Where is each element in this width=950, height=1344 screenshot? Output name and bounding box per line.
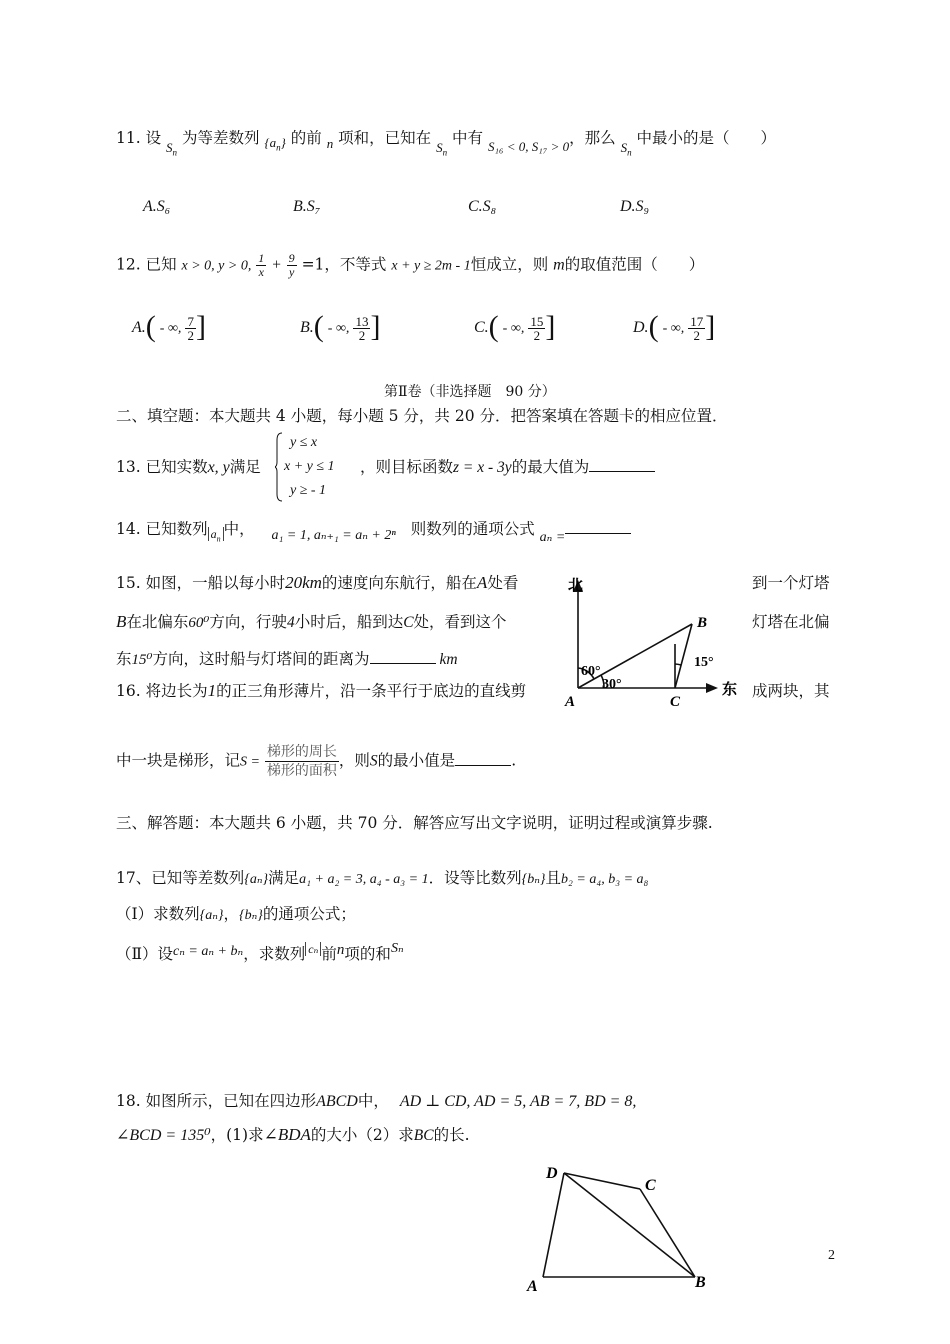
q14-recurrence: a₁ = 1, aₙ₊₁ = aₙ + 2ⁿ bbox=[271, 528, 396, 543]
q13-mid: 满足 bbox=[229, 458, 261, 476]
q15-l3b: 方向，这时船与灯塔间的距离为 bbox=[152, 650, 370, 668]
q17-part1 bbox=[116, 903, 356, 927]
q12-frac2-den: y bbox=[288, 265, 295, 279]
q15-line1-right: 到一个灯塔 bbox=[752, 574, 830, 592]
q12-option-c-interval: - ∞, bbox=[502, 321, 525, 336]
q16-one: 1 bbox=[207, 681, 217, 700]
section3-intro: 三、解答题：本大题共 6 小题，共 70 分．解答应写出文字说明，证明过程或演算步骤. bbox=[116, 814, 713, 832]
q11-prefix: 11. 设 bbox=[116, 129, 162, 147]
fig18-label-b: B bbox=[695, 1274, 706, 1291]
q12-option-c-num: 15 bbox=[530, 313, 544, 329]
q15-c: C bbox=[403, 614, 414, 631]
fig15-label-b: B bbox=[697, 615, 708, 631]
q12-option-b: B.( - ∞, $\frac{13}{2}$ ] bbox=[300, 310, 381, 343]
section2-title: 第Ⅱ卷（非选择题 90 分） bbox=[384, 384, 556, 400]
q11-option-c: C.S₈ bbox=[468, 198, 497, 215]
q15-l2d: 小时后，船到达 bbox=[294, 613, 404, 631]
q15-l2e: 处，看到这个 bbox=[413, 613, 507, 631]
q18-l2b: ，(1)求 bbox=[210, 1126, 264, 1144]
q17-p1-an: {aₙ} bbox=[199, 908, 224, 923]
section2-intro: 二、填空题：本大题共 4 小题，每小题 5 分，共 20 分．把答案填在答题卡的相应位置． bbox=[116, 407, 728, 425]
q15-line2 bbox=[116, 611, 507, 634]
page-number: 2 bbox=[828, 1248, 835, 1263]
q12-option-a-label: A. bbox=[132, 319, 146, 336]
q14-prefix: 14. 已知数列 bbox=[116, 520, 208, 538]
q13-brace-svg bbox=[275, 432, 283, 502]
fig18-diagonal-db bbox=[564, 1173, 695, 1277]
q17-part2 bbox=[116, 943, 404, 967]
q15-l1a: 15. 如图，一船以每小时 bbox=[116, 574, 286, 592]
fig18-label-d: D bbox=[546, 1165, 558, 1182]
fig18-label-c: C bbox=[645, 1177, 656, 1194]
q17-p2c: 前 bbox=[321, 945, 337, 963]
q13-line-after bbox=[360, 456, 655, 479]
q11-an: {a bbox=[264, 135, 277, 150]
q16-line1-right: 成两块，其 bbox=[752, 682, 830, 700]
q12-option-d-label: D. bbox=[633, 319, 649, 336]
q17-condition2: b₂ = a₄, b₃ = a₈ bbox=[561, 872, 649, 887]
q12-prefix: 12. 已知 bbox=[116, 255, 177, 274]
q14-line: 14. 已知数列 $_{a_n}$中， a₁ = 1, aₙ₊₁ = aₙ + 2ⁿ 则数列的通项公式 aₙ = bbox=[116, 518, 631, 546]
q11-mid3: 项和，已知在 bbox=[338, 129, 432, 147]
q11-mid4: 中有 bbox=[452, 129, 484, 147]
q18-l2d: 的长. bbox=[433, 1126, 470, 1144]
q13-prefix: 13. 已知实数 bbox=[116, 458, 208, 476]
q17-an: {aₙ} bbox=[244, 872, 269, 887]
q15-deg60: 60⁰ bbox=[188, 615, 210, 631]
q11-condition: S₁₆ < 0, S₁₇ > 0 bbox=[487, 139, 570, 154]
q11-sn3-sub: n bbox=[627, 147, 632, 158]
q16-line2 bbox=[116, 743, 516, 780]
q11-line: 11. 设 $_{S_n}$ 为等差数列 $_{\{a_n\}}$ 的前 $_n$ 项和，已知在 $_{S_n}$ 中有 $_{S_{16} < 0, S_{17} > 0}$，那么 $_{S_n}$ 中最小的是（ ） bbox=[116, 129, 777, 158]
q18-quad: ABCD bbox=[316, 1093, 358, 1110]
fig15-label-north: 北 bbox=[568, 578, 584, 594]
q12-option-b-label: B. bbox=[300, 319, 314, 336]
q12-condition: x > 0, y > 0, bbox=[181, 258, 252, 274]
fig15-east-arrow bbox=[706, 683, 718, 693]
q18-angle: ∠BCD = 135⁰ bbox=[116, 1127, 211, 1144]
q16-s: S = bbox=[240, 754, 260, 770]
q17-l1c: ．设等比数列 bbox=[428, 869, 522, 887]
q16-l2c: 的最小值是 bbox=[377, 751, 456, 770]
q12-option-d-interval: - ∞, bbox=[662, 321, 685, 336]
q15-b: B bbox=[116, 612, 127, 631]
q16-denominator: 梯形的面积 bbox=[266, 763, 337, 779]
q15-speed: 20km bbox=[285, 573, 322, 592]
q11-mid6: 中最小的是（ ） bbox=[636, 129, 777, 147]
q12-frac2 bbox=[287, 252, 297, 279]
q13-system-row1: y ≤ x bbox=[290, 435, 318, 450]
q15-line3 bbox=[116, 648, 458, 671]
q11-sn2: S bbox=[436, 140, 443, 155]
q12-option-a-den: 2 bbox=[187, 327, 194, 343]
q18-line1 bbox=[116, 1090, 636, 1113]
q14-suffix: 则数列的通项公式 bbox=[410, 520, 535, 538]
q13-after: ，则目标函数 bbox=[360, 458, 454, 476]
q17-p1-bn: {bₙ} bbox=[239, 908, 263, 923]
q12-option-d-den: 2 bbox=[693, 327, 700, 343]
q11-mid2: 的前 bbox=[290, 129, 322, 147]
q16-fraction bbox=[265, 743, 339, 780]
q16-l1b: 的正三角形薄片，沿一条平行于底边的直线剪 bbox=[216, 682, 527, 700]
q13-line bbox=[116, 456, 261, 479]
q12-option-d-num: 17 bbox=[690, 313, 704, 329]
q17-cn-def: cₙ = aₙ + bₙ bbox=[173, 944, 244, 959]
q16-l2b: ，则 bbox=[338, 751, 370, 770]
q17-sn: Sₙ bbox=[390, 941, 404, 956]
q12-frac1-den: x bbox=[258, 265, 264, 279]
q15-answer-blank[interactable] bbox=[370, 649, 436, 664]
q12-inequality: x + y ≥ 2m - 1 bbox=[391, 258, 471, 274]
q13-brace bbox=[275, 432, 283, 502]
q18-line2 bbox=[116, 1124, 470, 1147]
fig15-angle-30: 30° bbox=[602, 677, 622, 692]
q12-option-c-label: C. bbox=[474, 319, 489, 336]
q17-l1d: 且 bbox=[545, 869, 562, 887]
q15-l2b: 在北偏东 bbox=[126, 613, 189, 631]
q12-option-b-interval: - ∞, bbox=[327, 321, 350, 336]
q15-l1b: 的速度向东航行，船在 bbox=[321, 574, 477, 592]
q15-l3a: 东 bbox=[116, 650, 132, 668]
fig18-label-a: A bbox=[527, 1278, 538, 1295]
fig15-line-bc bbox=[675, 624, 692, 688]
q15-deg15: 15⁰ bbox=[131, 652, 153, 668]
q18-bc: BC bbox=[413, 1127, 434, 1144]
q15-a: A bbox=[476, 573, 488, 592]
q13-answer-blank[interactable] bbox=[589, 457, 655, 472]
q17-p2d: 项的和 bbox=[344, 945, 391, 963]
q16-numerator: 梯形的周长 bbox=[266, 744, 337, 760]
q15-l2c: 方向，行驶 bbox=[209, 613, 287, 631]
q11-sn3: S bbox=[620, 140, 628, 155]
q18-condition: AD ⊥ CD, AD = 5, AB = 7, BD = 8, bbox=[399, 1093, 637, 1110]
fig15-angle-60: 60° bbox=[581, 664, 601, 679]
q18-l1b: 中， bbox=[357, 1092, 389, 1110]
q12-option-a: A.( - ∞, $\frac{7}{2}$ ] bbox=[132, 310, 206, 343]
q16-l1a: 16. 将边长为 bbox=[116, 682, 208, 700]
q18-l2c: 的大小（2）求 bbox=[310, 1126, 414, 1144]
q11-option-b: B.S₇ bbox=[293, 198, 321, 215]
q12-frac1 bbox=[256, 252, 266, 279]
q17-l1b: 满足 bbox=[268, 869, 300, 887]
q12-plus: + bbox=[271, 256, 282, 274]
q16-s2: S bbox=[369, 752, 378, 770]
q18-figure bbox=[520, 1155, 720, 1295]
q12-eq1: =1，不等式 bbox=[301, 255, 387, 274]
q11-sn-sub: n bbox=[172, 147, 178, 158]
q12-line bbox=[116, 252, 704, 279]
q11-mid5: ，那么 bbox=[569, 129, 616, 147]
fig15-label-c: C bbox=[670, 694, 681, 710]
q12-frac2-num: 9 bbox=[288, 251, 295, 265]
q12-suffix: 的取值范围（ ） bbox=[564, 255, 705, 274]
q17-p1b: ， bbox=[223, 905, 240, 923]
q12-option-b-den: 2 bbox=[358, 327, 366, 343]
q17-n: n bbox=[336, 942, 345, 958]
fig15-label-a: A bbox=[565, 694, 576, 710]
q14-answer-blank[interactable] bbox=[565, 523, 631, 534]
q11-n: n bbox=[326, 136, 334, 151]
fig15-label-east: 东 bbox=[722, 682, 738, 698]
q17-l1a: 17、已知等差数列 bbox=[116, 869, 245, 887]
q18-l1a: 18. 如图所示，已知在四边形 bbox=[116, 1092, 317, 1110]
q17-p2a: （Ⅱ）设 bbox=[116, 945, 174, 963]
q13-objective: z = x - 3y bbox=[453, 459, 512, 476]
q15-line1 bbox=[116, 572, 518, 594]
q15-line2-right: 灯塔在北偏 bbox=[752, 613, 830, 631]
q13-vars: x, y bbox=[207, 459, 230, 476]
q12-frac1-num: 1 bbox=[258, 251, 265, 265]
q12-mid: 恒成立，则 bbox=[470, 255, 549, 274]
q11-option-d: D.S₉ bbox=[620, 198, 650, 215]
q11-option-a: A.S₆ bbox=[143, 198, 171, 215]
q12-option-d: D.( - ∞, $\frac{17}{2}$ ] bbox=[633, 310, 716, 343]
q14-seq: a bbox=[210, 527, 217, 541]
q14-an: aₙ = bbox=[539, 530, 566, 545]
q11-sn: S bbox=[166, 140, 173, 155]
q16-line1 bbox=[116, 680, 526, 702]
q13-system-row3: y ≥ - 1 bbox=[290, 483, 327, 498]
fig18-side-dc bbox=[564, 1173, 640, 1189]
q17-p1c: 的通项公式； bbox=[262, 905, 356, 923]
q12-option-b-num: 13 bbox=[355, 313, 369, 329]
q13-suffix: 的最大值为 bbox=[511, 458, 590, 476]
q15-figure bbox=[560, 572, 750, 712]
q14-mid: 中， bbox=[223, 520, 255, 538]
q13-system-row2: x + y ≤ 1 bbox=[284, 459, 335, 474]
q17-bn: {bₙ} bbox=[521, 872, 546, 887]
fig15-arc-15 bbox=[675, 664, 681, 665]
q11-an-sub: n bbox=[276, 142, 281, 153]
fig18-side-da bbox=[543, 1173, 564, 1277]
q15-four: 4 bbox=[286, 614, 295, 631]
q12-option-c: C.( - ∞, $\frac{15}{2}$ ] bbox=[474, 310, 556, 343]
q11-sn2-sub: n bbox=[442, 147, 448, 158]
q18-bda: ∠BDA bbox=[263, 1125, 311, 1144]
q16-answer-blank[interactable] bbox=[455, 751, 511, 766]
q17-condition1: a₁ + a₂ = 3, a₄ - a₃ = 1 bbox=[299, 872, 429, 887]
q17-p1a: （Ⅰ）求数列 bbox=[116, 905, 200, 923]
q15-l1c: 处看 bbox=[487, 574, 519, 592]
fig15-angle-15: 15° bbox=[694, 655, 714, 670]
q17-cn: cₙ bbox=[305, 942, 321, 956]
q12-option-a-interval: - ∞, bbox=[159, 321, 182, 336]
q16-l2a: 中一块是梯形，记 bbox=[116, 751, 241, 770]
q16-end: . bbox=[511, 751, 517, 770]
q15-unit: km bbox=[439, 651, 458, 668]
q12-m: m bbox=[553, 256, 565, 274]
fig18-side-cb bbox=[640, 1189, 695, 1277]
q17-p2b: ，求数列 bbox=[243, 945, 306, 963]
q17-line1 bbox=[116, 867, 648, 891]
q11-mid1: 为等差数列 bbox=[181, 129, 260, 147]
q12-option-a-num: 7 bbox=[187, 313, 194, 329]
q12-option-c-den: 2 bbox=[533, 327, 541, 343]
